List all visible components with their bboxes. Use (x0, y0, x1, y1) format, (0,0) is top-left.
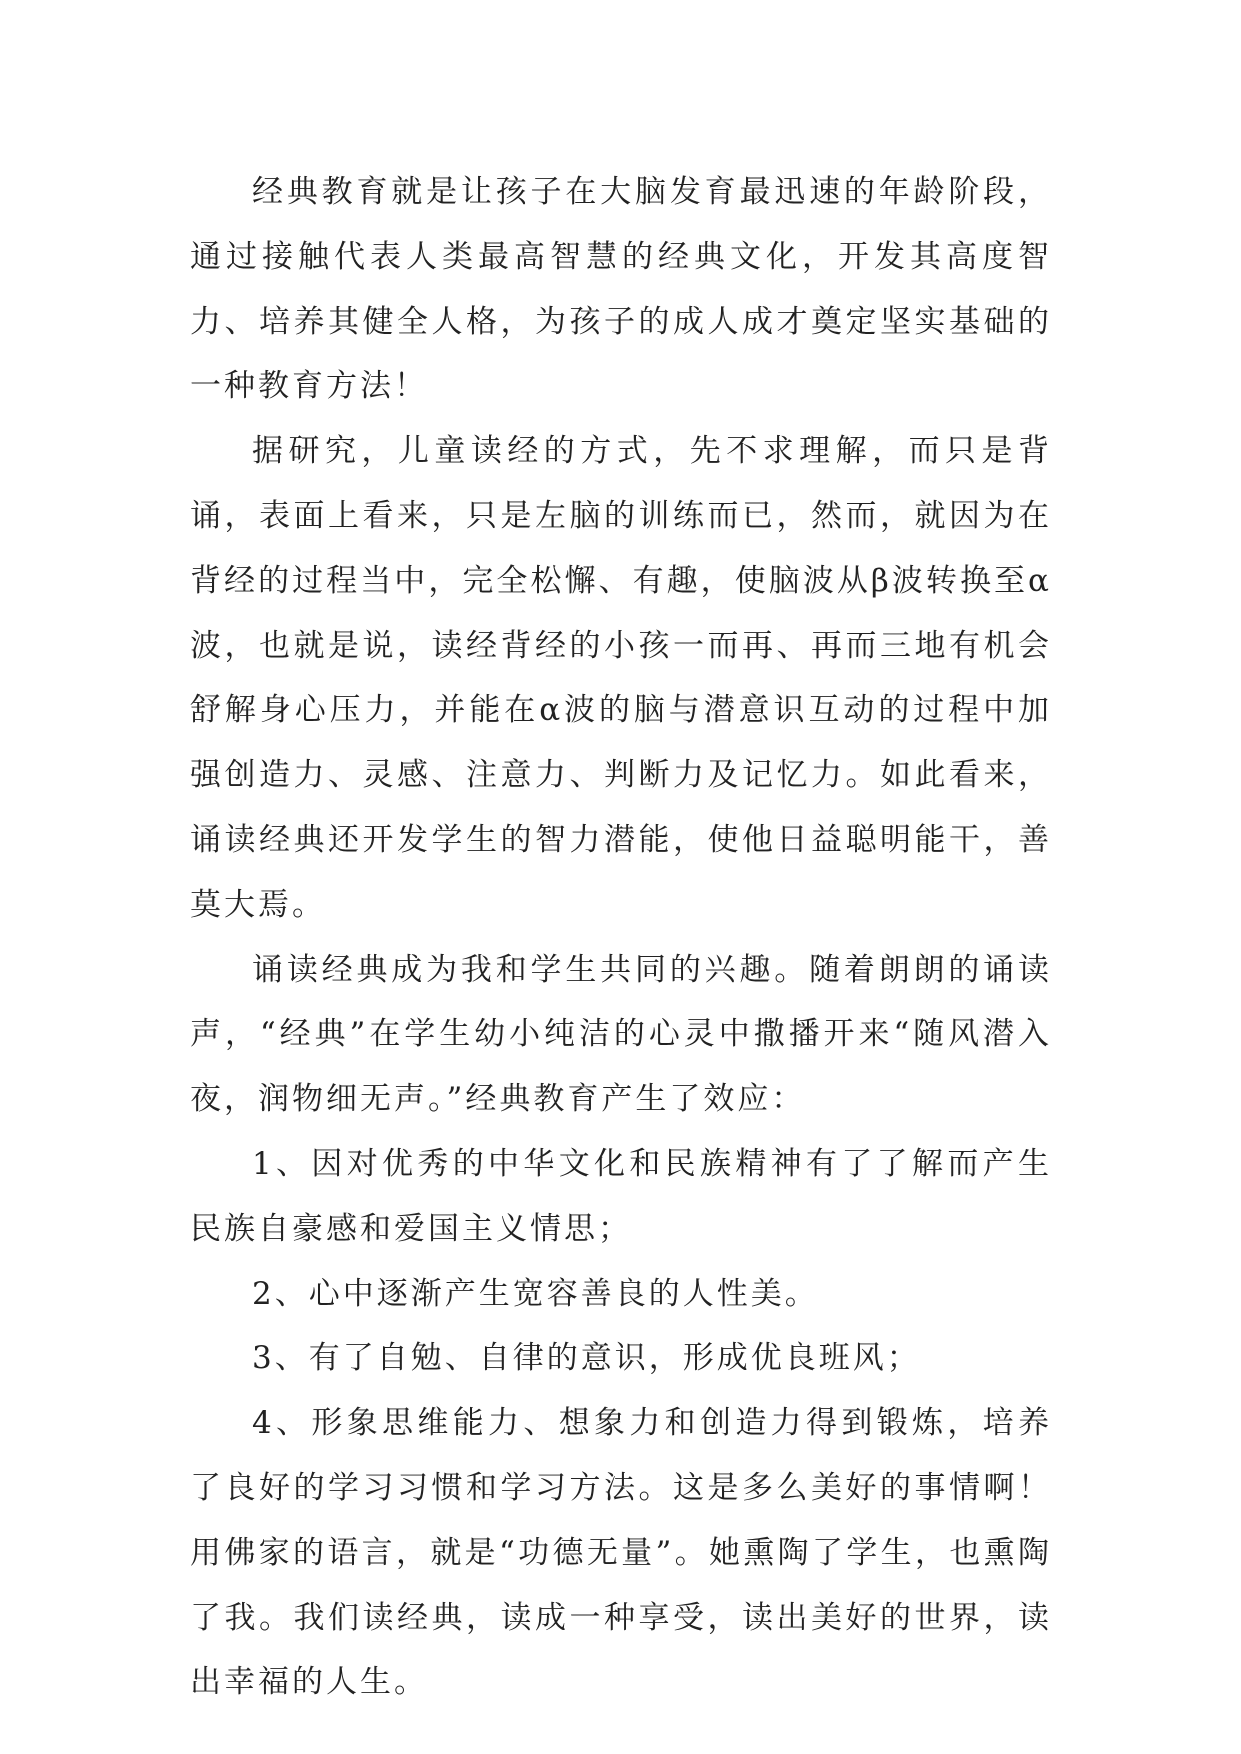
list-item-effect-3: 3、有了自勉、自律的意识，形成优良班风； (252, 1340, 921, 1377)
paragraph-shared-interest: 诵读经典成为我和学生共同的兴趣。随着朗朗的诵读声，“经典”在学生幼小纯洁的心灵中撒播开来“随风潜入夜，润物细无声。”经典教育产生了效应： (190, 951, 1052, 1118)
list-item-effect-2: 2、心中逐渐产生宽容善良的人性美。 (252, 1275, 819, 1312)
paragraph-classics-education-definition: 经典教育就是让孩子在大脑发育最迅速的年龄阶段，通过接触代表人类最高智慧的经典文化，开发其高度智力、培养其健全人格，为孩子的成人成才奠定坚实基础的一种教育方法！ (190, 174, 1052, 405)
document-body (190, 160, 1052, 1715)
list-item-effect-4: 4、形象思维能力、想象力和创造力得到锻炼，培养了良好的学习习惯和学习方法。这是多么美好的事情啊！用佛家的语言，就是“功德无量”。她熏陶了学生，也熏陶了我。我们读经典，读成一种享受，读出美好的世界，读出幸福的人生。 (190, 1405, 1052, 1701)
list-item-effect-1: 1、因对优秀的中华文化和民族精神有了了解而产生民族自豪感和爱国主义情思； (190, 1145, 1052, 1247)
paragraph-research-brainwaves: 据研究，儿童读经的方式，先不求理解，而只是背诵，表面上看来，只是左脑的训练而已，然而，就因为在背经的过程当中，完全松懈、有趣，使脑波从β波转换至α波，也就是说，读经背经的小孩一而再、再而三地有机会舒解身心压力，并能在α波的脑与潜意识互动的过程中加强创造力、灵感、注意力、判断力及记忆力。如此看来，诵读经典还开发学生的智力潜能，使他日益聪明能干，善莫大焉。 (190, 433, 1052, 923)
